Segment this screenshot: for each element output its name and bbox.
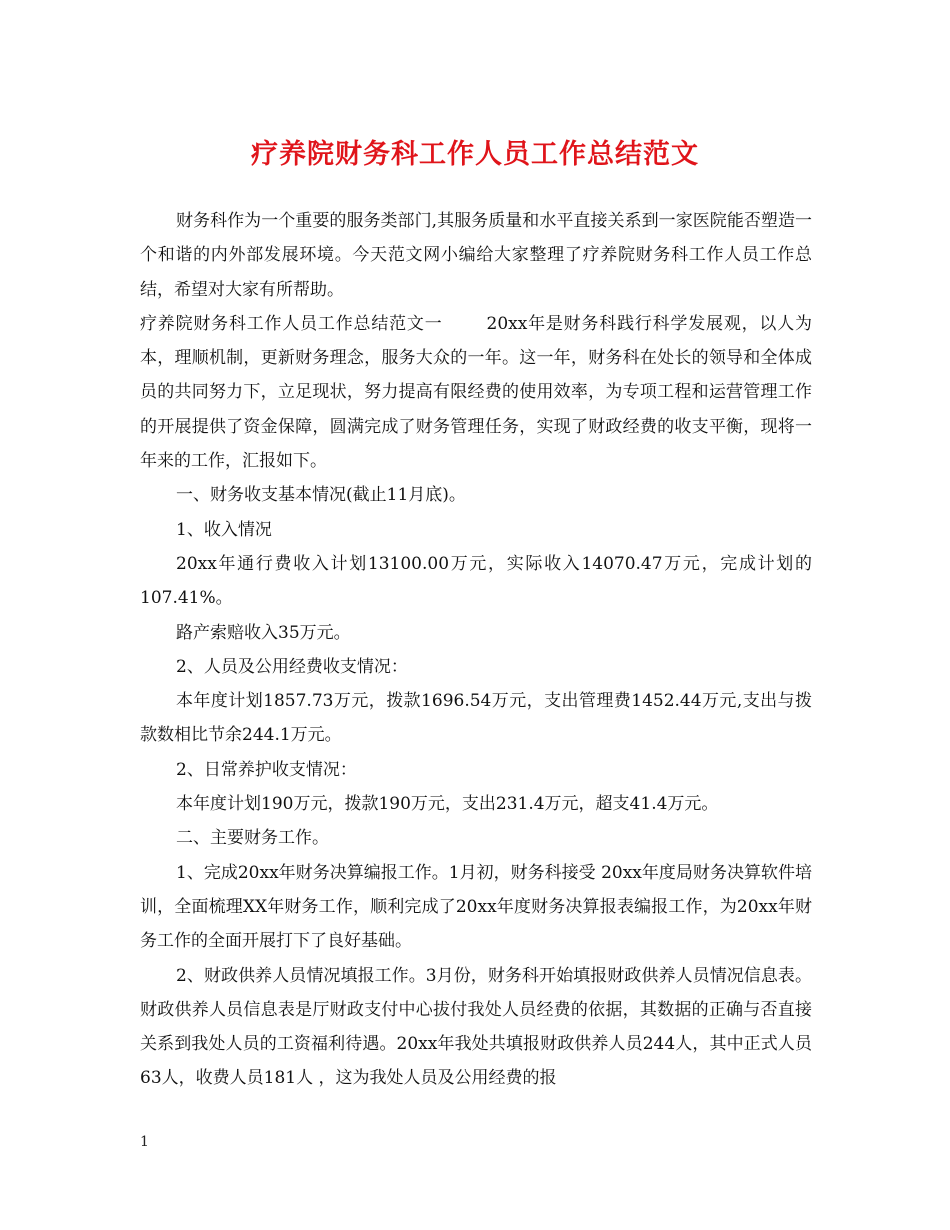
income-road-paragraph: 路产索赔收入35万元。 [176, 622, 351, 643]
heading-2: 二、主要财务工作。 [176, 828, 329, 849]
section-paragraph [140, 307, 812, 478]
maintenance-expense-paragraph: 本年度计划190万元，拨款190万元，支出231.4万元，超支41.4万元。 [176, 794, 719, 815]
heading-1-1: 1、收入情况 [176, 519, 272, 540]
section-heading: 疗养院财务科工作人员工作总结范文一 [140, 313, 443, 334]
income-toll-paragraph: 20xx年通行费收入计划13100.00万元，实际收入14070.47万元，完成计划的107.41%。 [140, 553, 812, 609]
heading-1: 一、财务收支基本情况(截止11月底)。 [176, 485, 466, 506]
heading-1-3: 2、日常养护收支情况： [176, 759, 357, 780]
page-number: 1 [140, 1134, 149, 1150]
work-item-1: 1、完成20xx年财务决算编报工作。1月初，财务科接受 20xx年度局财务决算软件培训，全面梳理XX年财务工作，顺利完成了20xx年度财务决算报表编报工作，为20xx年财务工作的全面开展打下了良好基础。 [140, 862, 812, 952]
intro-paragraph: 财务科作为一个重要的服务类部门,其服务质量和水平直接关系到一家医院能否塑造一个和谐的内外部发展环境。今天范文网小编给大家整理了疗养院财务科工作人员工作总结，希望对大家有所帮助。 [140, 211, 812, 300]
work-item-2: 2、财政供养人员情况填报工作。3月份，财务科开始填报财政供养人员情况信息表。财政供养人员信息表是厅财政支付中心拔付我处人员经费的依据，其数据的正确与否直接关系到我处人员的工资福利待遇。20xx年我处共填报财政供养人员244人，其中正式人员63人，收费人员181人 ，这为我处人员及公用经费的报 [140, 965, 812, 1089]
heading-1-2: 2、人员及公用经费收支情况： [176, 656, 408, 677]
document-body [140, 204, 812, 1096]
staff-expense-paragraph: 本年度计划1857.73万元，拨款1696.54万元，支出管理费1452.44万元,支出与拨款数相比节余244.1万元。 [140, 691, 812, 746]
section-opening: 20xx年是财务科践行科学发展观，以人为本，理顺机制，更新财务理念，服务大众的一年。这一年，财务科在处长的领导和全体成员的共同努力下，立足现状，努力提高有限经费的使用效率，为专项工程和运营管理工作的开展提供了资金保障，圆满完成了财务管理任务，实现了财政经费的收支平衡，现将一年来的工作，汇报如下。 [140, 313, 813, 472]
document-title: 疗养院财务科工作人员工作总结范文 [251, 139, 699, 170]
